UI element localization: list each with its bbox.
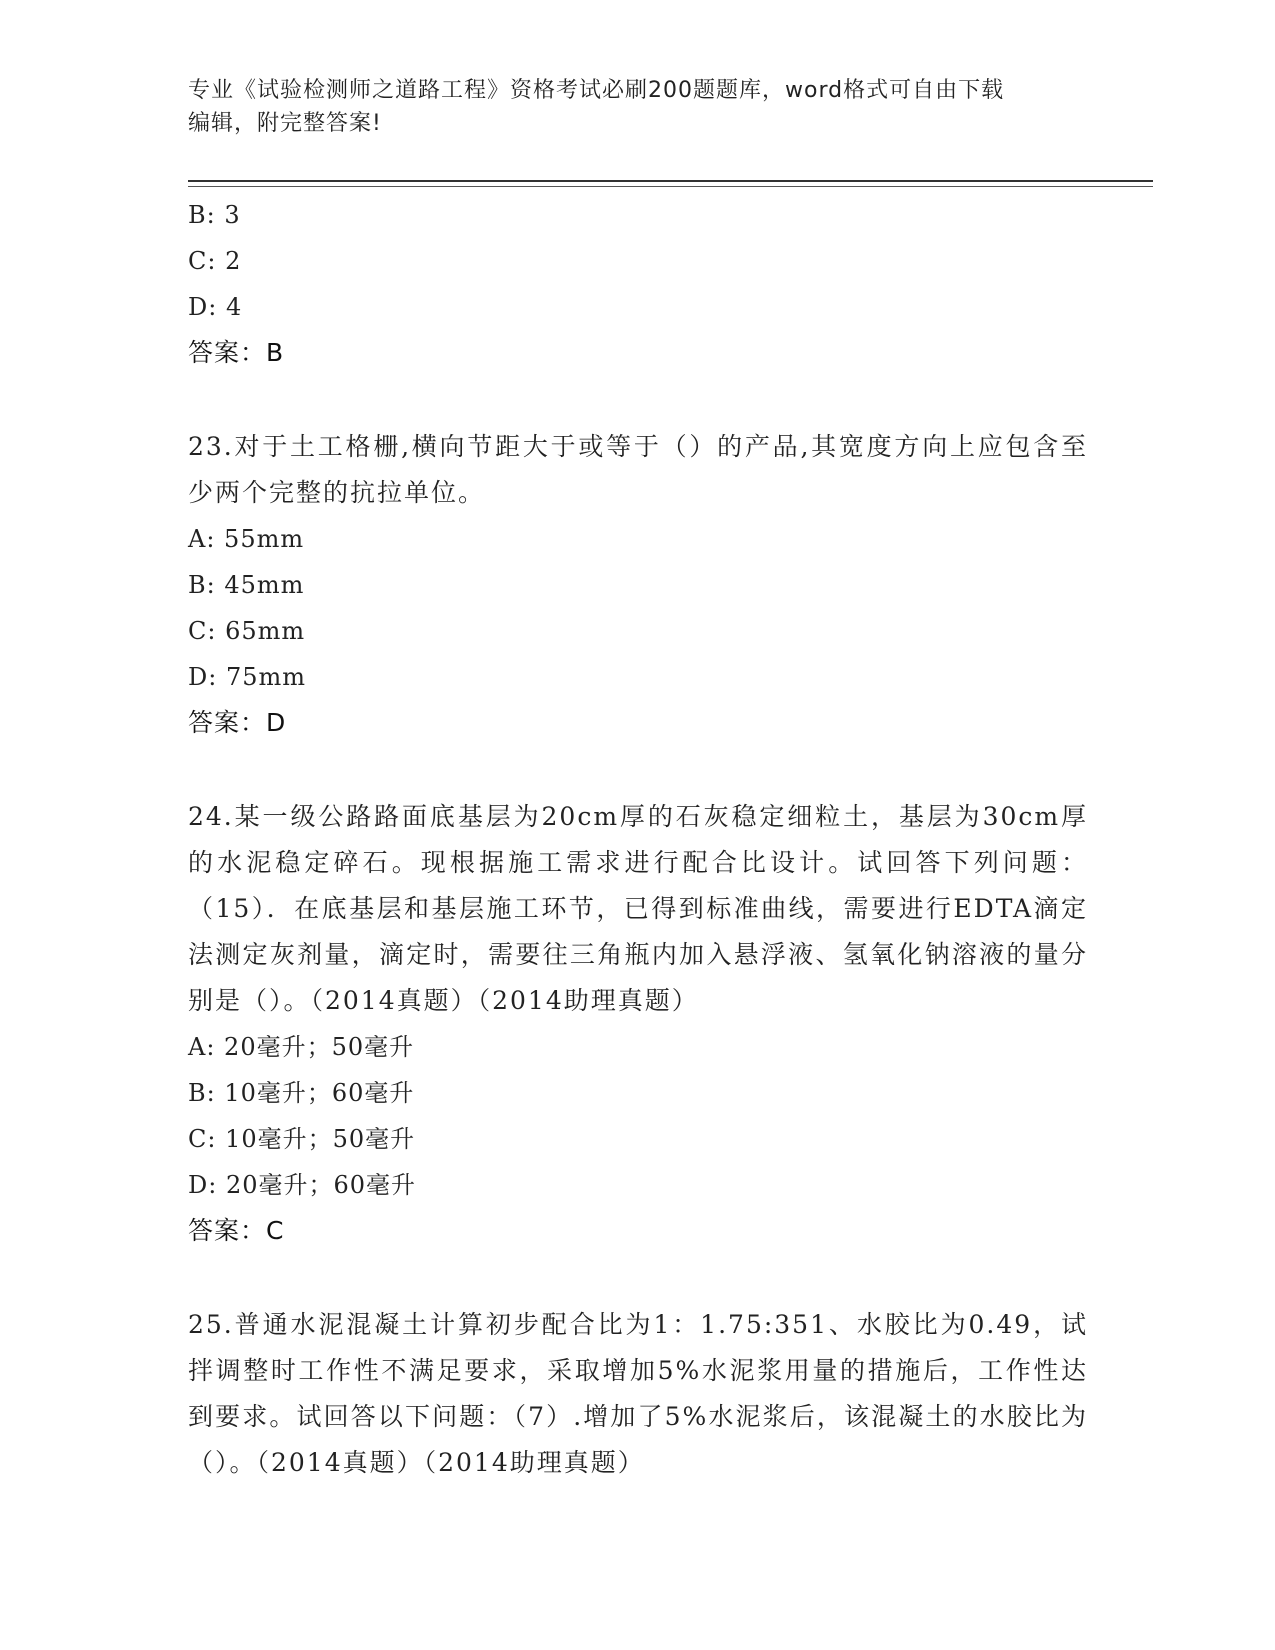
option-d: D: 20毫升；60毫升 (188, 1171, 417, 1199)
answer-line: 答案：D (188, 708, 287, 737)
question-23 (188, 424, 1088, 746)
answer-line: 答案：C (188, 1216, 285, 1245)
header-title-line-2: 编辑，附完整答案! (188, 111, 382, 136)
option-c: C: 65mm (188, 617, 306, 645)
option-b: B: 10毫升；60毫升 (188, 1079, 415, 1107)
header-rule-thick (188, 180, 1153, 182)
option-c: C: 10毫升；50毫升 (188, 1125, 416, 1153)
option-a: A: 55mm (188, 525, 305, 553)
spacer (188, 746, 1088, 794)
question-stem: 25.普通水泥混凝土计算初步配合比为1：1.75:351、水胶比为0.49，试拌调整时工作性不满足要求，采取增加5%水泥浆用量的措施后，工作性达到要求。试回答以下问题：（7）.增加了5%水泥浆后，该混凝土的水胶比为（）。（2014真题）（2014助理真题） (188, 1310, 1088, 1477)
option-b: B: 45mm (188, 571, 305, 599)
question-stem: 23.对于土工格栅,横向节距大于或等于（）的产品,其宽度方向上应包含至少两个完整的抗拉单位。 (188, 432, 1088, 507)
option-a: A: 20毫升；50毫升 (188, 1033, 415, 1061)
page-header (188, 74, 1088, 140)
option-d: D: 75mm (188, 663, 307, 691)
question-22-continuation (188, 192, 1088, 376)
answer-line: 答案：B (188, 338, 285, 367)
question-content (188, 192, 1088, 1486)
option-d: D: 4 (188, 293, 243, 321)
question-25 (188, 1302, 1088, 1486)
question-stem: 24.某一级公路路面底基层为20cm厚的石灰稳定细粒土，基层为30cm厚的水泥稳定碎石。现根据施工需求进行配合比设计。试回答下列问题：（15）．在底基层和基层施工环节，已得到标准曲线，需要进行EDTA滴定法测定灰剂量，滴定时，需要往三角瓶内加入悬浮液、氢氧化钠溶液的量分别是（）。（2014真题）（2014助理真题） (188, 802, 1088, 1015)
option-b: B: 3 (188, 201, 241, 229)
spacer (188, 1254, 1088, 1302)
spacer (188, 376, 1088, 424)
question-24 (188, 794, 1088, 1254)
option-c: C: 2 (188, 247, 242, 275)
header-rule-thin (188, 186, 1153, 187)
header-title-line-1: 专业《试验检测师之道路工程》资格考试必刷200题题库，word格式可自由下载 (188, 78, 1005, 103)
